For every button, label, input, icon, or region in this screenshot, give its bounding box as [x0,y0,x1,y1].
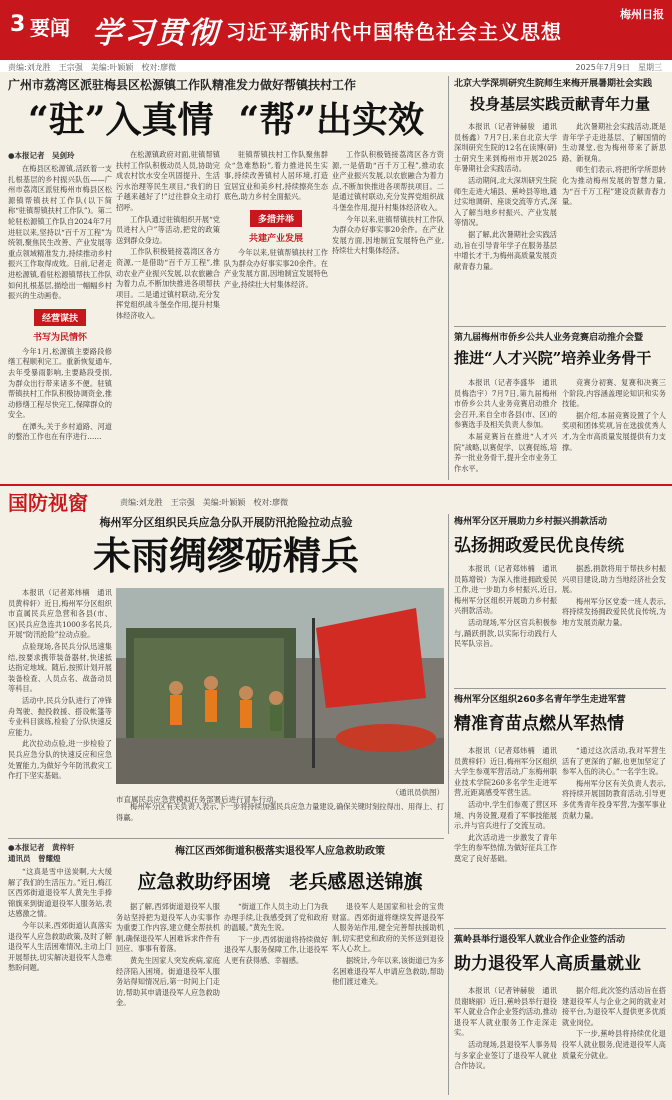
section-title: 要闻 [30,16,70,40]
photo-credit: （通讯员供图） [391,788,444,797]
dr-para-2: 活动现场,军分区官兵积极参与,踊跃捐款,以实际行动践行人民军队宗旨。 [454,617,557,649]
rm-title: 推进“人才兴院”培养业务骨干 [454,349,652,367]
bl-para-5: “街道工作人员主动上门为我办理手续,让我感受到了党和政府的温暖。”黄先生说。 [224,902,328,933]
dr-head-2 [454,692,666,744]
defense-staff: 责编:刘龙胜 王宗强 美编:叶颖颖 校对:廖微 [120,498,289,507]
dr-title-1: 弘扬拥政爱民优良传统 [454,536,624,556]
br-para-2: 活动现场,县退役军人事务局与多家企业签订了退役军人就业合作协议。 [454,1039,557,1071]
rt-kicker: 北京大学深圳研究生院师生来梅开展暑期社会实践 [454,79,653,89]
lead-kicker: 广州市荔湾区派驻梅县区松源镇工作队精准发力做好帮镇扶村工作 [8,78,357,92]
def-para-4: 梅州军分区有关负责人表示,下一步将持续加强民兵应急力量建设,确保关键时刻拉得出、用得上、打得赢。 [116,802,444,822]
divider [454,928,666,929]
rt-para-4: 此次暑期社会实践活动,既是青年学子走进基层、了解国情的生动课堂,也为梅州带来了新思路、新视角。 [562,122,666,163]
paper-logo: 梅州日报 [620,8,664,21]
rt-para-1: 本报讯（记者钟赫骏 通讯员杨鑫）7月7日,来自北京大学深圳研究生院的12名在读博(研)士研究生来到梅州市开展2025年暑期社会实践活动。 [454,122,557,174]
photo-caption-row [116,787,444,804]
def-para-2: 活动中,民兵分队进行了冲锋舟驾驶、抛投救援、搭设帐篷等专业科目演练,检验了分队快速反应能力。 [8,695,112,737]
dr-para-5: 本报讯（记者郑炜楠 通讯员黄梓轩）近日,梅州军分区组织大学生参观军营活动,广东梅州职业技术学院260多名学生走进军营,近距离感受军营生活。 [454,746,557,798]
staff-credits: 责编:刘龙胜 王宗强 美编:叶颖颖 校对:廖微 [8,63,177,72]
lead-col-4 [332,150,444,480]
dr-para-4: 梅州军分区党委一班人表示,将持续发扬拥政爱民优良传统,为地方发展贡献力量。 [562,596,666,627]
rm-head [454,330,666,376]
rt-para-5: 师生们表示,将把所学所思转化为推动梅州发展的智慧力量,为“百千万工程”建设贡献青春力量。 [562,165,666,207]
bl-col-4 [332,902,444,1092]
section-rule [0,484,672,486]
lead-col-3 [224,150,328,480]
rm-col-2 [562,378,666,480]
dr-col-1 [454,564,557,684]
divider [454,688,666,689]
lead-title-wrap [8,96,444,146]
dr-para-3: 据悉,捐款将用于帮扶乡村振兴项目建设,助力当地经济社会发展。 [562,564,666,595]
dr-para-7: 此次活动进一步激发了青年学生的参军热情,为做好征兵工作奠定了良好基础。 [454,832,557,863]
rm-kicker: 第九届梅州市侨乡公共人业务竞赛启动推介会暨 [454,333,644,343]
photo-caption: 市直属民兵应急营模拟任务部署后进行冒车行动。 [116,795,281,804]
defense-section-bar [0,487,672,515]
divider [448,930,449,1095]
rt-title: 投身基层实践贡献青年力量 [469,95,650,113]
slogan: 学习贯彻 [92,16,220,51]
dr-para-6: 活动中,学生们参观了营区环境、内务设置,观看了军事技能展示,并与官兵进行了交流互动。 [454,799,557,831]
lead-subhead-2: 书写为民情怀 [32,332,87,343]
bl-byline: ●本报记者 黄梓轩 通讯员 曾耀煌 [8,843,75,863]
divider [448,76,449,480]
rt-head [454,76,666,120]
bl-para-2: 今年以来,西郊街道认真落实退役军人应急救助政策,及时了解退役军人生活困难情况,主动上门开展帮扶,切实解决退役军人急难愁盼问题。 [8,920,112,973]
def-para-1: 点验现场,各民兵分队迅速集结,按要求携带装备器材,快速抵达指定地域。随后,按照计划开展装备检查、人员点名、战备动员等科目。 [8,641,112,694]
br-para-4: 下一步,蕉岭县将持续优化退役军人就业服务,促进退役军人高质量充分就业。 [562,1029,666,1060]
bl-col-3 [224,902,328,1092]
bl-title: 应急救助纾困境 老兵感恩送锦旗 [137,871,423,893]
dr-kicker-1: 梅州军分区开展助力乡村振兴捐款活动 [454,517,608,527]
br-kicker: 蕉岭县举行退役军人就业合作企业签约活动 [454,935,626,945]
lead-para-7: 驻镇帮镇扶村工作队聚焦群众“急难愁盼”,着力推进民生实事,持续改善镇村人居环境,打造宜居宜业和美乡村,持续擦亮生态底色,助力乡村全面振兴。 [224,150,328,202]
lead-para-8: 今年以来,驻镇帮镇扶村工作队为群众办好事实事20余件。在产业发展方面,因地制宜发展特色产业,持续壮大村集体经济。 [224,247,328,289]
lead-byline: ●本报记者 吴剑玲 [8,151,75,160]
masthead-info-bar [0,60,672,72]
lead-title-a: “驻”入真情 [28,99,214,141]
dr-col-3 [454,746,557,926]
bl-para-1: “这真是雪中送炭啊,大大缓解了我们的生活压力。”近日,梅江区西郊街道退役军人黄先生手捧锦旗来到街道退役军人服务站,表达感激之情。 [8,867,112,919]
lead-col-2 [116,150,220,480]
rt-col-2 [562,122,666,322]
br-col-1 [454,986,557,1094]
rt-para-3: 据了解,此次暑期社会实践活动,旨在引导青年学子在服务基层中增长才干,为梅州高质量发展贡献青春力量。 [454,229,557,271]
rt-col-1 [454,122,557,322]
rm-para-1: 本报讯（记者李盛华 通讯员梅浩宇）7月7日,第九届梅州市侨乡公共人业务竞赛启动推介会召开,来自全市各县(市、区)的参赛选手及相关负责人参加。 [454,378,557,430]
page-number: 3 [10,12,26,37]
lead-para-10: 今年以来,驻镇帮镇扶村工作队为群众办好事实事20余件。在产业发展方面,因地制宜发展特色产业,持续壮大村集体经济。 [332,214,444,256]
lead-subhead-1: 经营谋扶 [34,309,86,326]
dr-col-4 [562,746,666,926]
lead-para-9: 工作队积极链接荔湾区各方资源,一是借助“百千万工程”,推动农业产业振兴发展,以农旅融合为着力点,不断加快推进各项帮扶项目。二是通过镇村联动,充分发挥党组织战斗堡垒作用,提升村集体经济收入。 [332,150,444,212]
lead-para-4: 在松源镇政府对面,驻镇帮镇扶村工作队积极动员人员,协助完成农村饮水安全巩固提升、生活污水治理等民生项目,“我们的日子越来越好了!”过往群众主动打招呼。 [116,150,220,212]
defense-photo [116,588,444,784]
bl-col-2 [116,902,220,1092]
lead-para-5: 工作队通过驻镇组织开展“党员进村入户”等活动,把党的政策送到群众身边。 [116,214,220,245]
lead-para-2: 今年1月,松源镇主要路段修缮工程顺利完工。重新恢复通车,去年受暴雨影响,主要路段受损,为群众出行带来诸多不便。驻镇帮镇扶村工作队积极协调资金,推动修缮工程尽快完工,保障群众的安全。 [8,346,112,420]
divider [448,514,449,834]
rt-para-2: 活动期间,北大深圳研究生院师生走进大埔县、蕉岭县等地,通过实地调研、座谈交流等方式,深入了解当地乡村振兴、产业发展等情况。 [454,175,557,228]
defense-section-name: 国防视窗 [8,491,88,515]
bl-para-7: 退役军人是国家和社会的宝贵财富。西郊街道将继续发挥退役军人服务站作用,健全完善帮扶援助机制,切实把党和政府的关怀送到退役军人心坎上。 [332,902,444,954]
divider [454,326,666,327]
dr-para-1: 本报讯（记者郑炜楠 通讯员陈增锐）为深入推进拥政爱民工作,进一步助力乡村振兴,近日,梅州军分区组织开展助力乡村振兴捐款活动。 [454,564,557,616]
divider [8,838,444,839]
lead-para-1: 在梅县区松源镇,活跃着一支扎根基层的乡村振兴队伍——广州市荔湾区派驻梅州市梅县区松源镇帮镇扶村工作队(以下简称“驻镇帮镇扶村工作队”)。第二轮驻松源镇工作队自2024年7月进驻以来,坚持以“百千万工程”为统领,聚焦民生改善、产业发展等重点领域精准发力,持续推动乡村振兴工作取得成效。日前,记者走进松源镇,看驻松源镇帮扶工作队如何扎根基层,描绘出一幅幅乡村振兴的生动画卷。 [8,164,112,301]
def-kicker: 梅州军分区组织民兵应急分队开展防汛抢险拉动点验 [99,516,353,529]
dr-para-9: 梅州军分区有关负责人表示,将持续开展国防教育活动,引导更多优秀青年投身军营,为强军事业贡献力量。 [562,778,666,820]
def-col-2 [116,802,444,836]
lead-title-b: “帮”出实效 [238,99,424,141]
lead-para-6: 工作队积极链接荔湾区各方资源,一是借助“百千万工程”,推动农业产业振兴发展,以农旅融合为着力点,不断加快推进各项帮扶项目。二是通过镇村联动,充分发挥党组织战斗堡垒作用,提升村集体经济收入。 [116,247,220,320]
bl-kicker: 梅江区西郊街道积极落实退役军人应急救助政策 [175,846,385,857]
def-para-3: 此次拉动点验,进一步检验了民兵应急分队的快速反应和应急处置能力,为做好今年防汛救灾工作打下坚实基础。 [8,739,112,781]
rm-para-3: 竞赛分初赛、复赛和决赛三个阶段,内容涵盖理论知识和实务技能。 [562,378,666,409]
br-col-2 [562,986,666,1094]
masthead [0,0,672,60]
bl-col-1 [8,842,112,1092]
def-title: 未雨绸缪砺精兵 [92,533,359,578]
theme-title: 习近平新时代中国特色社会主义思想 [226,20,562,44]
def-col-1 [8,588,112,814]
bl-para-3: 据了解,西郊街道退役军人服务站坚持把为退役军人办实事作为重要工作内容,建立健全帮扶机制,确保退役军人困难诉求件件有回应、事事有着落。 [116,902,220,954]
dr-title-2: 精准育苗点燃从军热情 [454,714,624,734]
issue-date: 2025年7月9日 星期三 [575,63,662,72]
lead-col-1 [8,150,112,480]
rm-col-1 [454,378,557,480]
def-head [8,514,444,584]
lead-subhead-4: 共建产业发展 [248,233,303,244]
dr-para-8: “通过这次活动,我对军营生活有了更深的了解,也更加坚定了参军入伍的决心。”一名学生说。 [562,746,666,777]
br-title: 助力退役军人高质量就业 [454,954,641,974]
def-byline: 本报讯（记者郑炜楠 通讯员黄梓轩）近日,梅州军分区组织市直属民兵应急营和各县(市、区)民兵应急连共1000多名民兵,开展“防汛抢险”拉动点验。 [8,588,112,640]
dr-head-1 [454,514,666,562]
bl-para-8: 据统计,今年以来,该街道已为多名困难退役军人申请应急救助,帮助他们渡过难关。 [332,955,445,987]
dr-col-2 [562,564,666,684]
dr-kicker-2: 梅州军分区组织260多名青年学生走进军营 [454,695,626,705]
br-para-3: 据介绍,此次签约活动旨在搭建退役军人与企业之间的就业对接平台,为退役军人提供更多优质就业岗位。 [562,986,666,1027]
rm-para-4: 据介绍,本届竞赛设置了个人奖项和团体奖项,旨在选拔优秀人才,为全市高质量发展提供有力支撑。 [562,410,666,452]
bl-para-6: 下一步,西郊街道将持续做好退役军人服务保障工作,让退役军人更有获得感、幸福感。 [224,934,328,965]
br-head [454,932,666,984]
bl-head [116,842,444,898]
rm-para-2: 本届竞赛旨在推进“人才兴院”战略,以赛促学、以赛促练,培养一批业务骨干,提升全市业务工作水平。 [454,431,557,473]
lead-para-3: 在潭头,关于乡村道路、河道的整治工作也在有序进行…… [8,421,112,442]
bl-para-4: 黄先生因家人突发疾病,家庭经济陷入困境。街道退役军人服务站得知情况后,第一时间上门走访,帮助其申请退役军人应急救助金。 [116,955,220,1008]
lead-subhead-3: 多措并举 [250,210,302,227]
br-para-1: 本报讯（记者钟赫骏 通讯员谢晓丽）近日,蕉岭县举行退役军人就业合作企业签约活动,推动退役军人就业服务工作走深走实。 [454,986,557,1038]
